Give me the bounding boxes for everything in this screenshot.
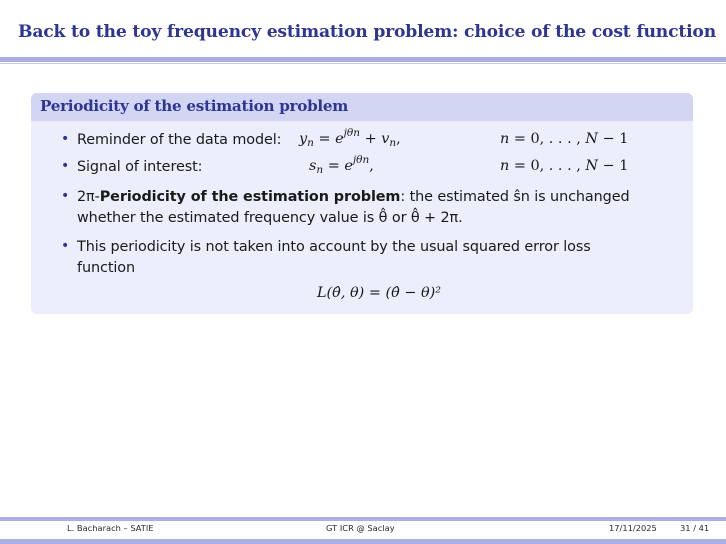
bullet-icon: •: [61, 131, 70, 147]
title-rule: [0, 57, 726, 62]
item-data-model-label: Reminder of the data model:: [77, 132, 282, 148]
title-bar: [0, 0, 726, 60]
content-block: [31, 93, 693, 314]
footer-page-number: 31 / 41: [680, 523, 710, 533]
data-model-range: n = 0, . . . , N − 1: [500, 131, 629, 147]
signal-range: n = 0, . . . , N − 1: [500, 158, 629, 174]
item-periodicity-line2: whether the estimated frequency value is θ̂ or θ̂ + 2π.: [77, 210, 463, 226]
item-loss-line2: function: [77, 260, 135, 276]
footer-author: L. Bacharach – SATIE: [67, 523, 154, 533]
item-signal-label: Signal of interest:: [77, 159, 203, 175]
title-rule-thin: [0, 63, 726, 64]
periodicity-bold: Periodicity of the estimation problem: [99, 189, 401, 205]
signal-equation: $s_n = e^{j\theta n}$,: [309, 154, 374, 176]
bullet-icon: •: [61, 158, 70, 174]
slide-title: Back to the toy frequency estimation problem: choice of the cost function: [18, 22, 716, 42]
loss-equation: L(θ̂, θ) = (θ̂ − θ)²: [317, 285, 441, 301]
periodicity-prefix: 2π-: [77, 189, 100, 205]
footer-event: GT ICR @ Saclay: [326, 523, 395, 533]
footer: [0, 523, 726, 537]
block-heading: Periodicity of the estimation problem: [31, 93, 693, 121]
item-periodicity: [77, 189, 630, 205]
footer-date: 17/11/2025: [609, 523, 657, 533]
item-loss-line1: This periodicity is not taken into account by the usual squared error loss: [77, 239, 591, 255]
footer-bottom-rule: [0, 539, 726, 544]
footer-rule: [0, 517, 726, 521]
data-model-equation: $y_n = e^{j\theta n} + v_n$,: [299, 127, 401, 149]
periodicity-rest: : the estimated ŝn is unchanged: [400, 189, 630, 205]
bullet-icon: •: [61, 238, 70, 254]
bullet-icon: •: [61, 188, 70, 204]
